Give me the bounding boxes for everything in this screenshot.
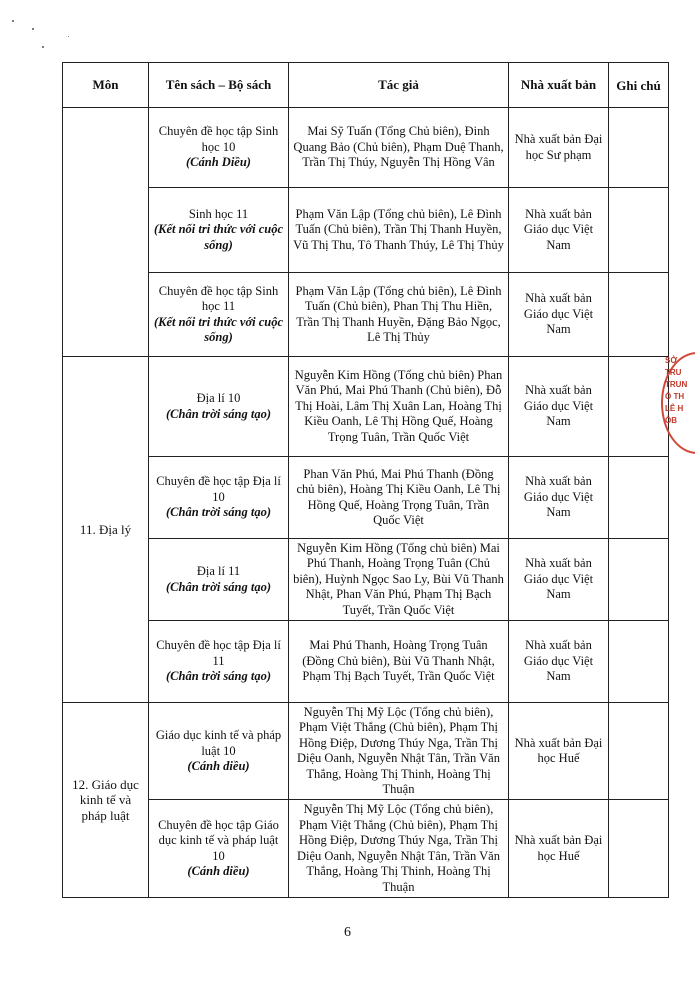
publisher-cell: Nhà xuất bản Giáo dục Việt Nam [509, 188, 609, 273]
book-series: (Cánh diều) [187, 864, 250, 879]
stamp-line: SỞ [665, 356, 678, 365]
note-cell [609, 800, 669, 897]
publisher-cell: Nhà xuất bản Giáo dục Việt Nam [509, 273, 609, 357]
scan-speck [42, 46, 44, 48]
book-title: Chuyên đề học tập Giáo dục kinh tế và pháp luật 10 [158, 817, 279, 863]
author-cell: Nguyễn Kim Hồng (Tổng chủ biên) Mai Phú Thanh, Hoàng Trọng Tuân (Chủ biên), Huỳnh Ngọc Sao Ly, Bùi Vũ Thanh Nhật, Phan Văn Phú, Phạm Thị Bạch Tuyết, Trần Quốc Việt [289, 539, 509, 621]
book-series: (Chân trời sáng tạo) [166, 505, 271, 520]
author-cell: Nguyễn Thị Mỹ Lộc (Tổng chủ biên), Phạm Việt Thắng (Chủ biên), Phạm Thị Hồng Điệp, Dương Thúy Nga, Trần Thị Diệu Oanh, Nguyễn Nhật Tân, Trần Văn Thắng, Hoàng Thị Thinh, Hoàng Thị Thuận [289, 703, 509, 800]
scan-speck [12, 20, 14, 22]
note-cell [609, 621, 669, 703]
book-cell [149, 273, 289, 357]
author-cell: Mai Sỹ Tuấn (Tổng Chủ biên), Đinh Quang Bảo (Chủ biên), Phạm Duệ Thanh, Trần Thị Thúy, Nguyễn Thị Hồng Vân [289, 108, 509, 188]
stamp-line: Ô TH [665, 392, 685, 401]
publisher-cell: Nhà xuất bản Giáo dục Việt Nam [509, 357, 609, 457]
book-series: (Chân trời sáng tạo) [166, 669, 271, 684]
book-title: Giáo dục kinh tế và pháp luật 10 [155, 728, 282, 758]
table-row [63, 703, 669, 800]
author-cell: Mai Phú Thanh, Hoàng Trọng Tuân (Đồng Chủ biên), Bùi Vũ Thanh Nhật, Phạm Thị Bạch Tuyết, Trần Quốc Việt [289, 621, 509, 703]
book-cell [149, 621, 289, 703]
table-row [63, 621, 669, 703]
table-row [63, 800, 669, 897]
book-cell [149, 800, 289, 897]
book-cell [149, 188, 289, 273]
header-subject: Môn [63, 63, 149, 108]
author-cell: Phạm Văn Lập (Tổng chủ biên), Lê Đình Tuấn (Chủ biên), Phan Thị Thu Hiền, Trần Thị Thanh Huyền, Đặng Bảo Ngọc, Lê Thị Thủy [289, 273, 509, 357]
table-row [63, 457, 669, 539]
publisher-cell: Nhà xuất bản Đại học Huế [509, 800, 609, 897]
book-title: Địa lí 10 [196, 391, 241, 406]
header-note: Ghi chú [609, 63, 669, 108]
book-title: Chuyên đề học tập Địa lí 10 [156, 474, 281, 504]
book-series: (Cánh Diều) [186, 155, 251, 170]
book-cell [149, 539, 289, 621]
publisher-cell: Nhà xuất bản Đại học Huế [509, 703, 609, 800]
book-title: Chuyên đề học tập Sinh học 10 [158, 124, 279, 154]
book-cell [149, 357, 289, 457]
book-title: Chuyên đề học tập Địa lí 11 [156, 638, 281, 668]
stamp-line: TRU [665, 368, 682, 377]
author-cell: Nguyễn Kim Hồng (Tổng chủ biên) Phan Văn Phú, Mai Phú Thanh (Chủ biên), Đỗ Thị Hoài, Lâm Thị Xuân Lan, Hoàng Thị Kiều Oanh, Lê Thị Hồng Quế, Hoàng Trọng Tuân, Trần Quốc Việt [289, 357, 509, 457]
book-series: (Chân trời sáng tạo) [166, 406, 271, 421]
header-author: Tác giả [289, 63, 509, 108]
note-cell [609, 457, 669, 539]
table-row [63, 539, 669, 621]
book-cell [149, 457, 289, 539]
book-series: (Cánh diều) [187, 758, 250, 773]
note-cell [609, 703, 669, 800]
book-title: Chuyên đề học tập Sinh học 11 [158, 283, 279, 314]
stamp-line: LÊ H [665, 404, 684, 413]
book-series: (Kết nối tri thức với cuộc sống) [153, 222, 284, 252]
subject-cell: 12. Giáo dục kinh tế và pháp luật [63, 703, 149, 898]
book-cell [149, 108, 289, 188]
note-cell [609, 273, 669, 357]
book-series: (Chân trời sáng tạo) [166, 579, 271, 594]
book-title: Sinh học 11 [188, 206, 249, 221]
book-cell [149, 703, 289, 800]
table-header-row [63, 63, 669, 108]
scan-speck [68, 36, 69, 37]
table-row [63, 108, 669, 188]
table-row [63, 188, 669, 273]
subject-cell [63, 108, 149, 357]
subject-cell: 11. Địa lý [63, 357, 149, 703]
stamp-line: ÔB [665, 416, 677, 425]
publisher-cell: Nhà xuất bản Giáo dục Việt Nam [509, 539, 609, 621]
textbook-table [62, 62, 669, 898]
header-book: Tên sách – Bộ sách [149, 63, 289, 108]
note-cell [609, 188, 669, 273]
book-title: Địa lí 11 [196, 564, 241, 579]
table-row [63, 357, 669, 457]
scan-speck [32, 28, 34, 30]
book-series: (Kết nối tri thức với cuộc sống) [153, 314, 284, 344]
note-cell [609, 539, 669, 621]
publisher-cell: Nhà xuất bản Đại học Sư phạm [509, 108, 609, 188]
publisher-cell: Nhà xuất bản Giáo dục Việt Nam [509, 457, 609, 539]
stamp-text [665, 355, 695, 447]
author-cell: Phạm Văn Lập (Tổng chủ biên), Lê Đình Tuấn (Chủ biên), Trần Thị Thanh Huyền, Vũ Thị Thu, Tô Thanh Thúy, Lê Thị Thủy [289, 188, 509, 273]
publisher-cell: Nhà xuất bản Giáo dục Việt Nam [509, 621, 609, 703]
author-cell: Phan Văn Phú, Mai Phú Thanh (Đồng chủ biên), Hoàng Thị Kiều Oanh, Lê Thị Hồng Quế, Hoàng Trọng Tuân, Trần Quốc Việt [289, 457, 509, 539]
stamp-line: TRUN [665, 380, 688, 389]
table-row [63, 273, 669, 357]
header-publisher: Nhà xuất bản [509, 63, 609, 108]
note-cell [609, 357, 669, 457]
page-number: 6 [344, 925, 351, 940]
note-cell [609, 108, 669, 188]
author-cell: Nguyễn Thị Mỹ Lộc (Tổng chủ biên), Phạm Việt Thắng (Chủ biên), Phạm Thị Hồng Điệp, Dương Thúy Nga, Trần Thị Diệu Oanh, Nguyễn Nhật Tân, Trần Văn Thắng, Hoàng Thị Thinh, Hoàng Thị Thuận [289, 800, 509, 897]
